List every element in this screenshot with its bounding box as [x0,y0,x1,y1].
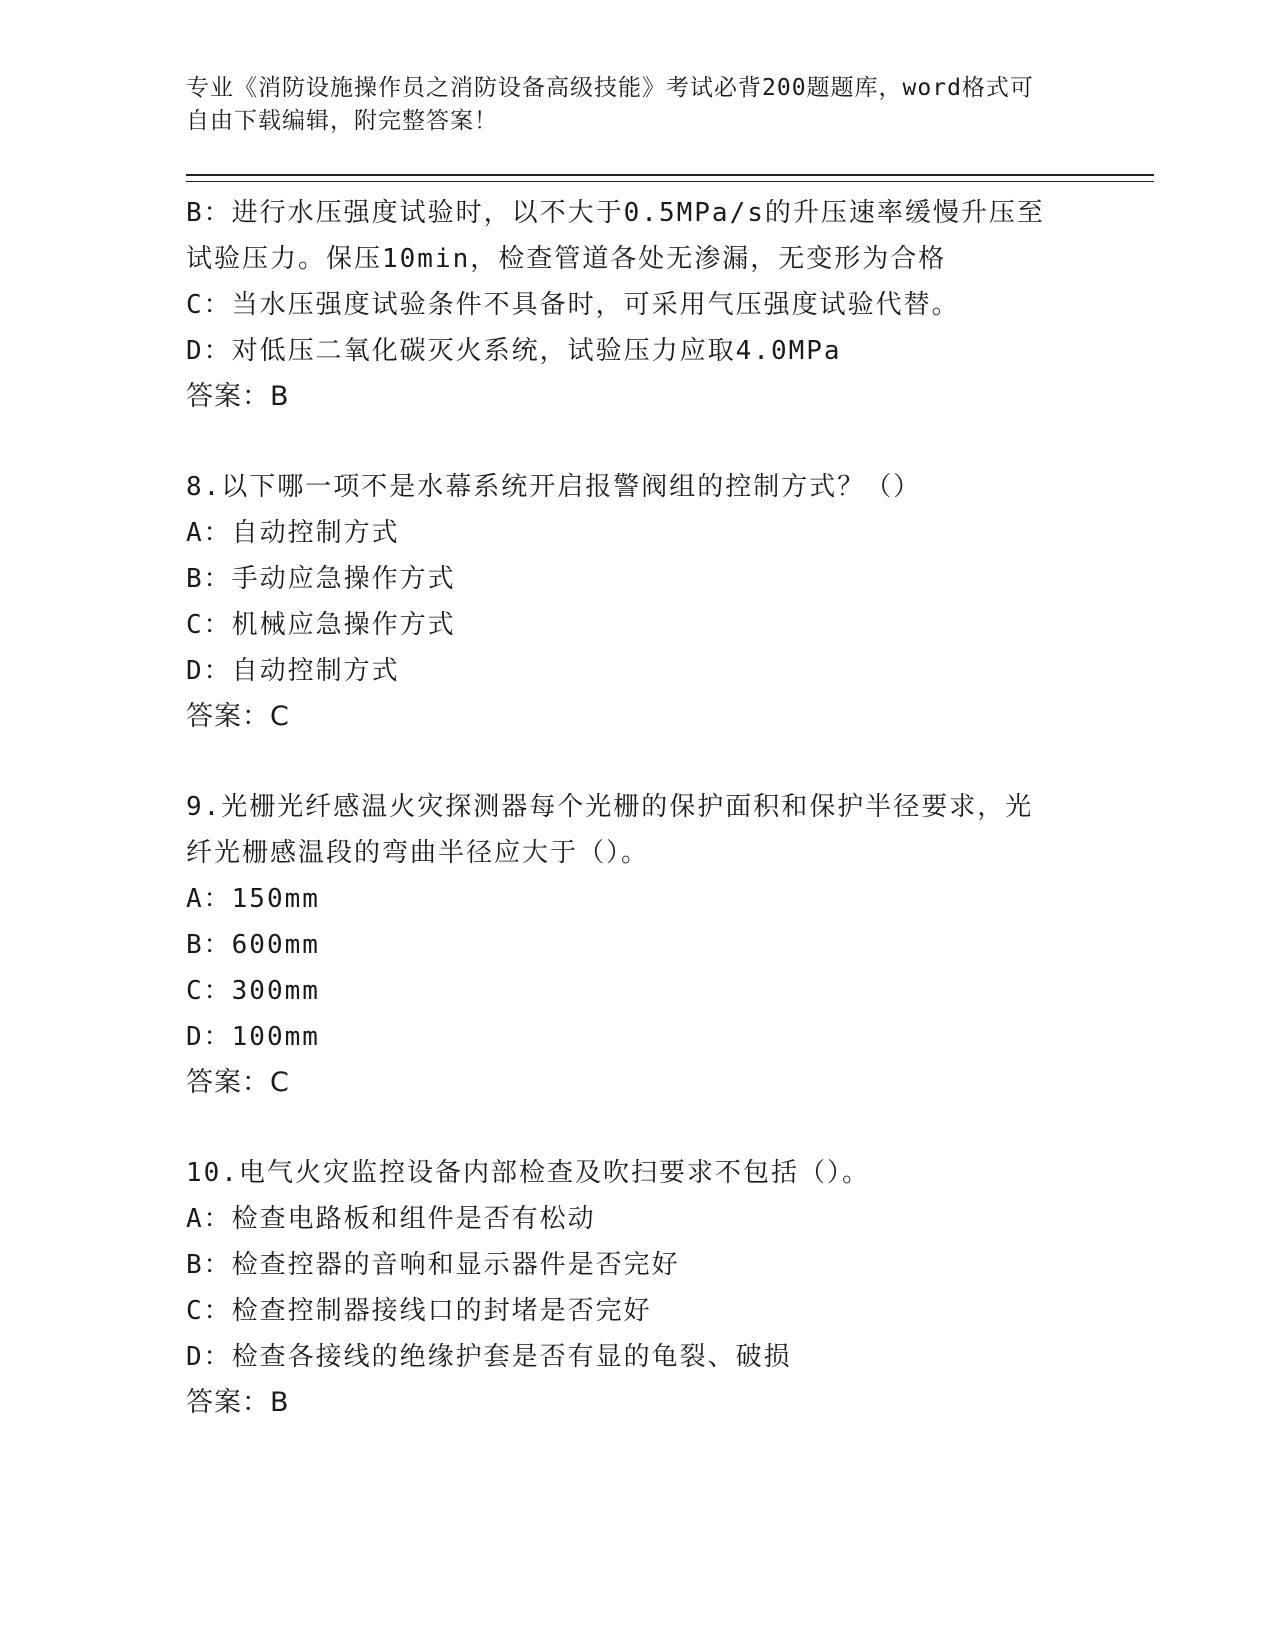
option-a: A：150mm [186,884,320,914]
answer-line: 答案：B [186,1387,290,1418]
option-b: B：600mm [186,930,320,960]
option-d: D：检查各接线的绝缘护套是否有显的龟裂、破损 [186,1342,792,1372]
question-stem: 8.以下哪一项不是水幕系统开启报警阀组的控制方式？（） [186,472,922,502]
question-block-8 [186,464,1086,740]
header-divider-bottom [186,181,1154,182]
header-line-1: 专业《消防设施操作员之消防设备高级技能》考试必背200题题库，word格式可 [186,75,1034,101]
spacer [186,420,1086,464]
option-c: C：300mm [186,976,320,1006]
question-stem: 9.光栅光纤感温火灾探测器每个光栅的保护面积和保护半径要求，光 [186,792,1034,822]
question-block-9 [186,784,1086,1106]
option-b: B：进行水压强度试验时，以不大于0.5MPa/s的升压速率缓慢升压至 [186,198,1045,228]
option-a: A：检查电路板和组件是否有松动 [186,1204,596,1234]
option-b: B：检查控器的音响和显示器件是否完好 [186,1250,680,1280]
header-divider-top [186,174,1154,176]
document-header [186,72,1066,138]
question-stem: 10.电气火灾监控设备内部检查及吹扫要求不包括（）。 [186,1158,870,1188]
answer-line: 答案：B [186,381,290,412]
option-d: D：对低压二氧化碳灭火系统，试验压力应取4.0MPa [186,336,842,366]
question-list [186,190,1086,1426]
answer-line: 答案：C [186,1067,290,1098]
option-c: C：当水压强度试验条件不具备时，可采用气压强度试验代替。 [186,290,960,320]
question-block-7 [186,190,1086,420]
option-c: C：检查控制器接线口的封堵是否完好 [186,1296,652,1326]
answer-line: 答案：C [186,701,290,732]
option-b-continued: 试验压力。保压10min，检查管道各处无渗漏，无变形为合格 [186,244,947,274]
question-block-10 [186,1150,1086,1426]
option-c: C：机械应急操作方式 [186,610,456,640]
option-b: B：手动应急操作方式 [186,564,456,594]
question-stem-continued: 纤光栅感温段的弯曲半径应大于（）。 [186,838,650,868]
spacer [186,1106,1086,1150]
header-line-2: 自由下载编辑，附完整答案！ [186,108,498,134]
option-a: A：自动控制方式 [186,518,400,548]
option-d: D：自动控制方式 [186,656,400,686]
option-d: D：100mm [186,1022,320,1052]
spacer [186,740,1086,784]
